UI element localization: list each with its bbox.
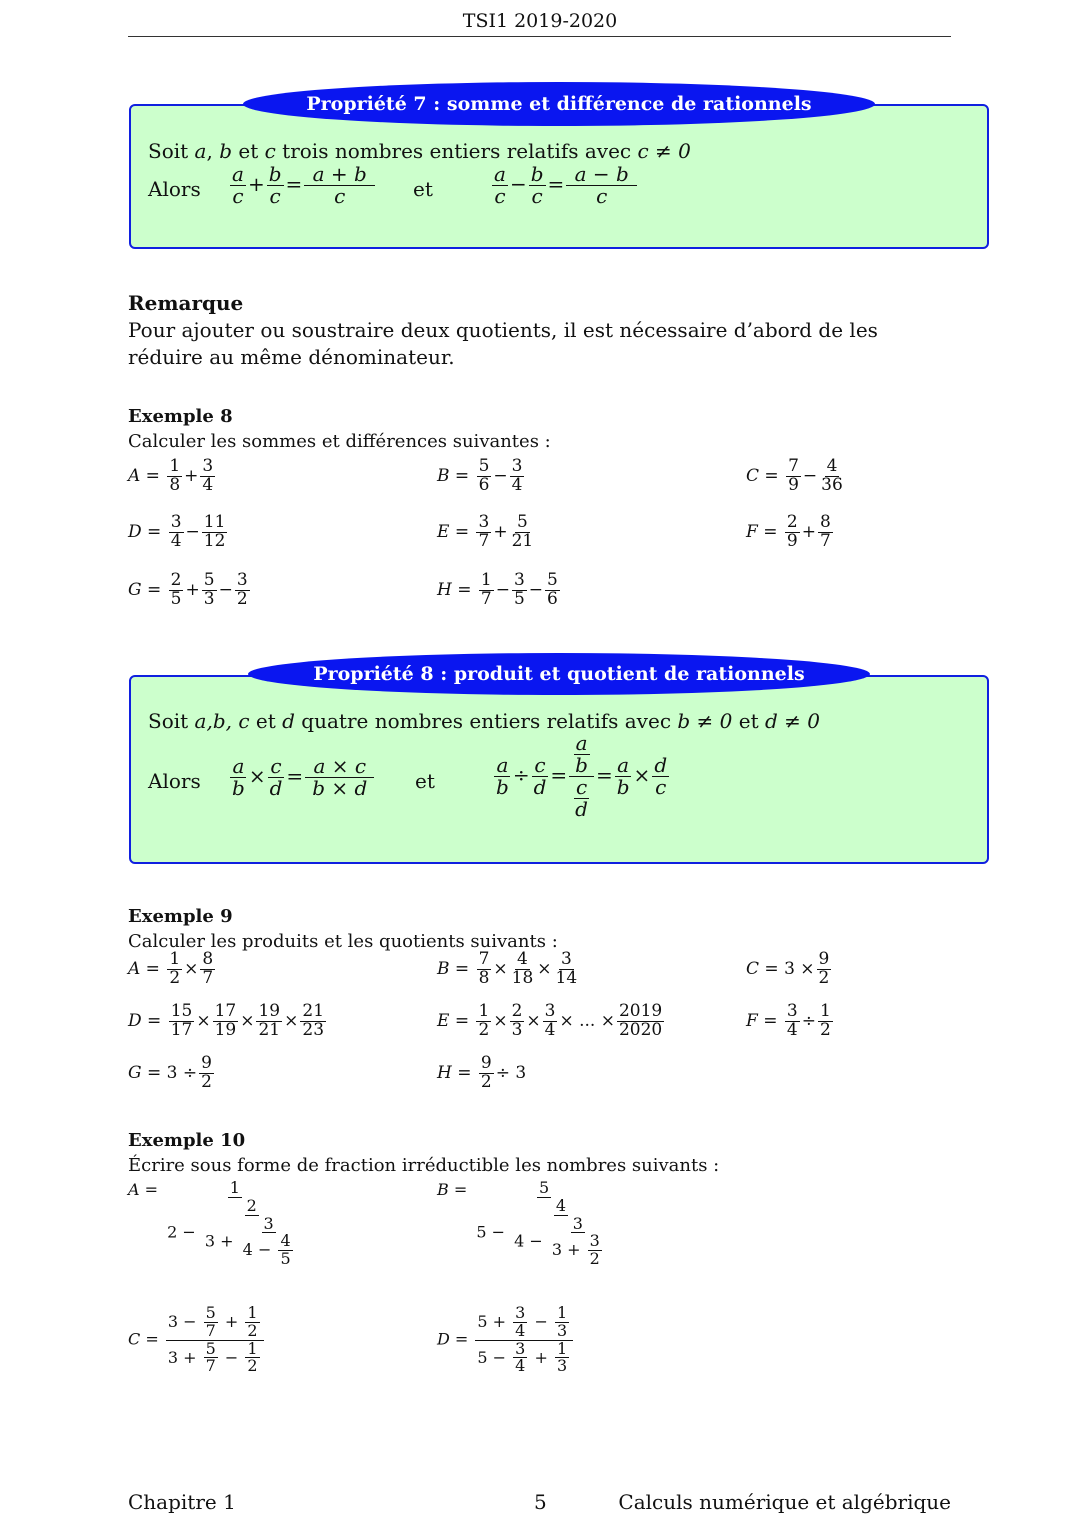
property-8-statement: Soit a,b, c et d quatre nombres entiers relatifs avec b ≠ 0 et d ≠ 0 xyxy=(148,709,820,733)
ex10-expr-C: C = 3 − $\frac{5}{7}$ + $\frac{1}{2}$ 3 + $\frac{5}{7}$ − $\frac{1}{2}$ xyxy=(128,1305,266,1375)
ex8-expr-G: G = $\frac{2}{5}$ + $\frac{5}{3}$ − $\frac{3}{2}$ xyxy=(128,570,248,609)
ex9-expr-G: G = 3 ÷ $\frac{9}{2}$ xyxy=(128,1053,212,1092)
property-7-difference-formula: $\frac{a}{c}$ − $\frac{b}{c}$ = $\frac{a - b}{c}$ xyxy=(494,162,636,208)
ex8-expr-E: E = $\frac{3}{7}$ + $\frac{5}{21}$ xyxy=(437,512,534,551)
ex8-expr-A: A = $\frac{1}{8}$ + $\frac{3}{4}$ xyxy=(128,456,214,495)
property-7-statement: Soit a, b et c trois nombres entiers relatifs avec c ≠ 0 xyxy=(148,139,691,163)
example-8-title: Exemple 8 xyxy=(128,406,233,427)
ex10-expr-B: B = 5 5 − 4 4 − 3 3 + $\frac{3}{2}$ xyxy=(437,1178,600,1269)
ex9-expr-D: D = $\frac{15}{17}$ × $\frac{17}{19}$ × $\frac{19}{21}$ × $\frac{21}{23}$ xyxy=(128,1001,325,1040)
ex9-expr-A: A = $\frac{1}{2}$ × $\frac{8}{7}$ xyxy=(128,949,214,988)
ex8-expr-C: C = $\frac{7}{9}$ − $\frac{4}{36}$ xyxy=(746,456,843,495)
remark-text: Pour ajouter ou soustraire deux quotients, il est nécessaire d’abord de les réduire au même dénominateur. xyxy=(128,318,878,369)
footer-page-number: 5 xyxy=(534,1490,547,1514)
ex9-expr-C: C = 3 × $\frac{9}{2}$ xyxy=(746,949,830,988)
remark-title: Remarque xyxy=(128,291,244,315)
property-8-et: et xyxy=(415,769,435,793)
property-7-title: Propriété 7 : somme et différence de rationnels xyxy=(243,82,875,126)
property-8-quotient-formula: $\frac{a}{b}$ ÷ $\frac{c}{d}$ = $\frac{\frac{a}{b}}{\frac{c}{d}}$ = $\frac{a}{b}$ × $\frac{d}{c}$ xyxy=(496,731,668,821)
property-7-alors: Alors xyxy=(148,177,201,201)
ex8-expr-D: D = $\frac{3}{4}$ − $\frac{11}{12}$ xyxy=(128,512,226,551)
ex9-expr-E: E = $\frac{1}{2}$ × $\frac{2}{3}$ × $\frac{3}{4}$ × ... × $\frac{2019}{2020}$ xyxy=(437,1001,663,1040)
header-rule xyxy=(128,36,951,37)
example-8-text: Calculer les sommes et différences suivantes : xyxy=(128,431,551,452)
ex9-expr-H: H = $\frac{9}{2}$ ÷ 3 xyxy=(437,1053,527,1092)
example-10-text: Écrire sous forme de fraction irréductible les nombres suivants : xyxy=(128,1155,720,1176)
example-9-title: Exemple 9 xyxy=(128,906,233,927)
property-8-alors: Alors xyxy=(148,769,201,793)
ex9-expr-B: B = $\frac{7}{8}$ × $\frac{4}{18}$ × $\frac{3}{14}$ xyxy=(437,949,578,988)
ex8-expr-B: B = $\frac{5}{6}$ − $\frac{3}{4}$ xyxy=(437,456,523,495)
footer-chapter-title: Calculs numérique et algébrique xyxy=(618,1490,951,1514)
property-8-product-formula: $\frac{a}{b}$ × $\frac{c}{d}$ = $\frac{a \times c}{b \times d}$ xyxy=(232,754,373,800)
property-7-sum-formula: $\frac{a}{c}$ + $\frac{b}{c}$ = $\frac{a + b}{c}$ xyxy=(232,162,374,208)
property-7-et: et xyxy=(413,177,433,201)
page-header-title: TSI1 2019-2020 xyxy=(462,10,618,32)
footer-chapter: Chapitre 1 xyxy=(128,1490,236,1514)
ex10-expr-A: A = 1 2 − 2 3 + 3 4 − $\frac{4}{5}$ xyxy=(128,1178,291,1269)
example-10-title: Exemple 10 xyxy=(128,1130,246,1151)
property-8-title: Propriété 8 : produit et quotient de rationnels xyxy=(248,653,870,695)
ex10-expr-D: D = 5 + $\frac{3}{4}$ − $\frac{1}{3}$ 5 − $\frac{3}{4}$ + $\frac{1}{3}$ xyxy=(437,1305,575,1375)
example-9-text: Calculer les produits et les quotients suivants : xyxy=(128,931,558,952)
ex9-expr-F: F = $\frac{3}{4}$ ÷ $\frac{1}{2}$ xyxy=(746,1001,831,1040)
ex8-expr-F: F = $\frac{2}{9}$ + $\frac{8}{7}$ xyxy=(746,512,831,551)
ex8-expr-H: H = $\frac{1}{7}$ − $\frac{3}{5}$ − $\frac{5}{6}$ xyxy=(437,570,558,609)
